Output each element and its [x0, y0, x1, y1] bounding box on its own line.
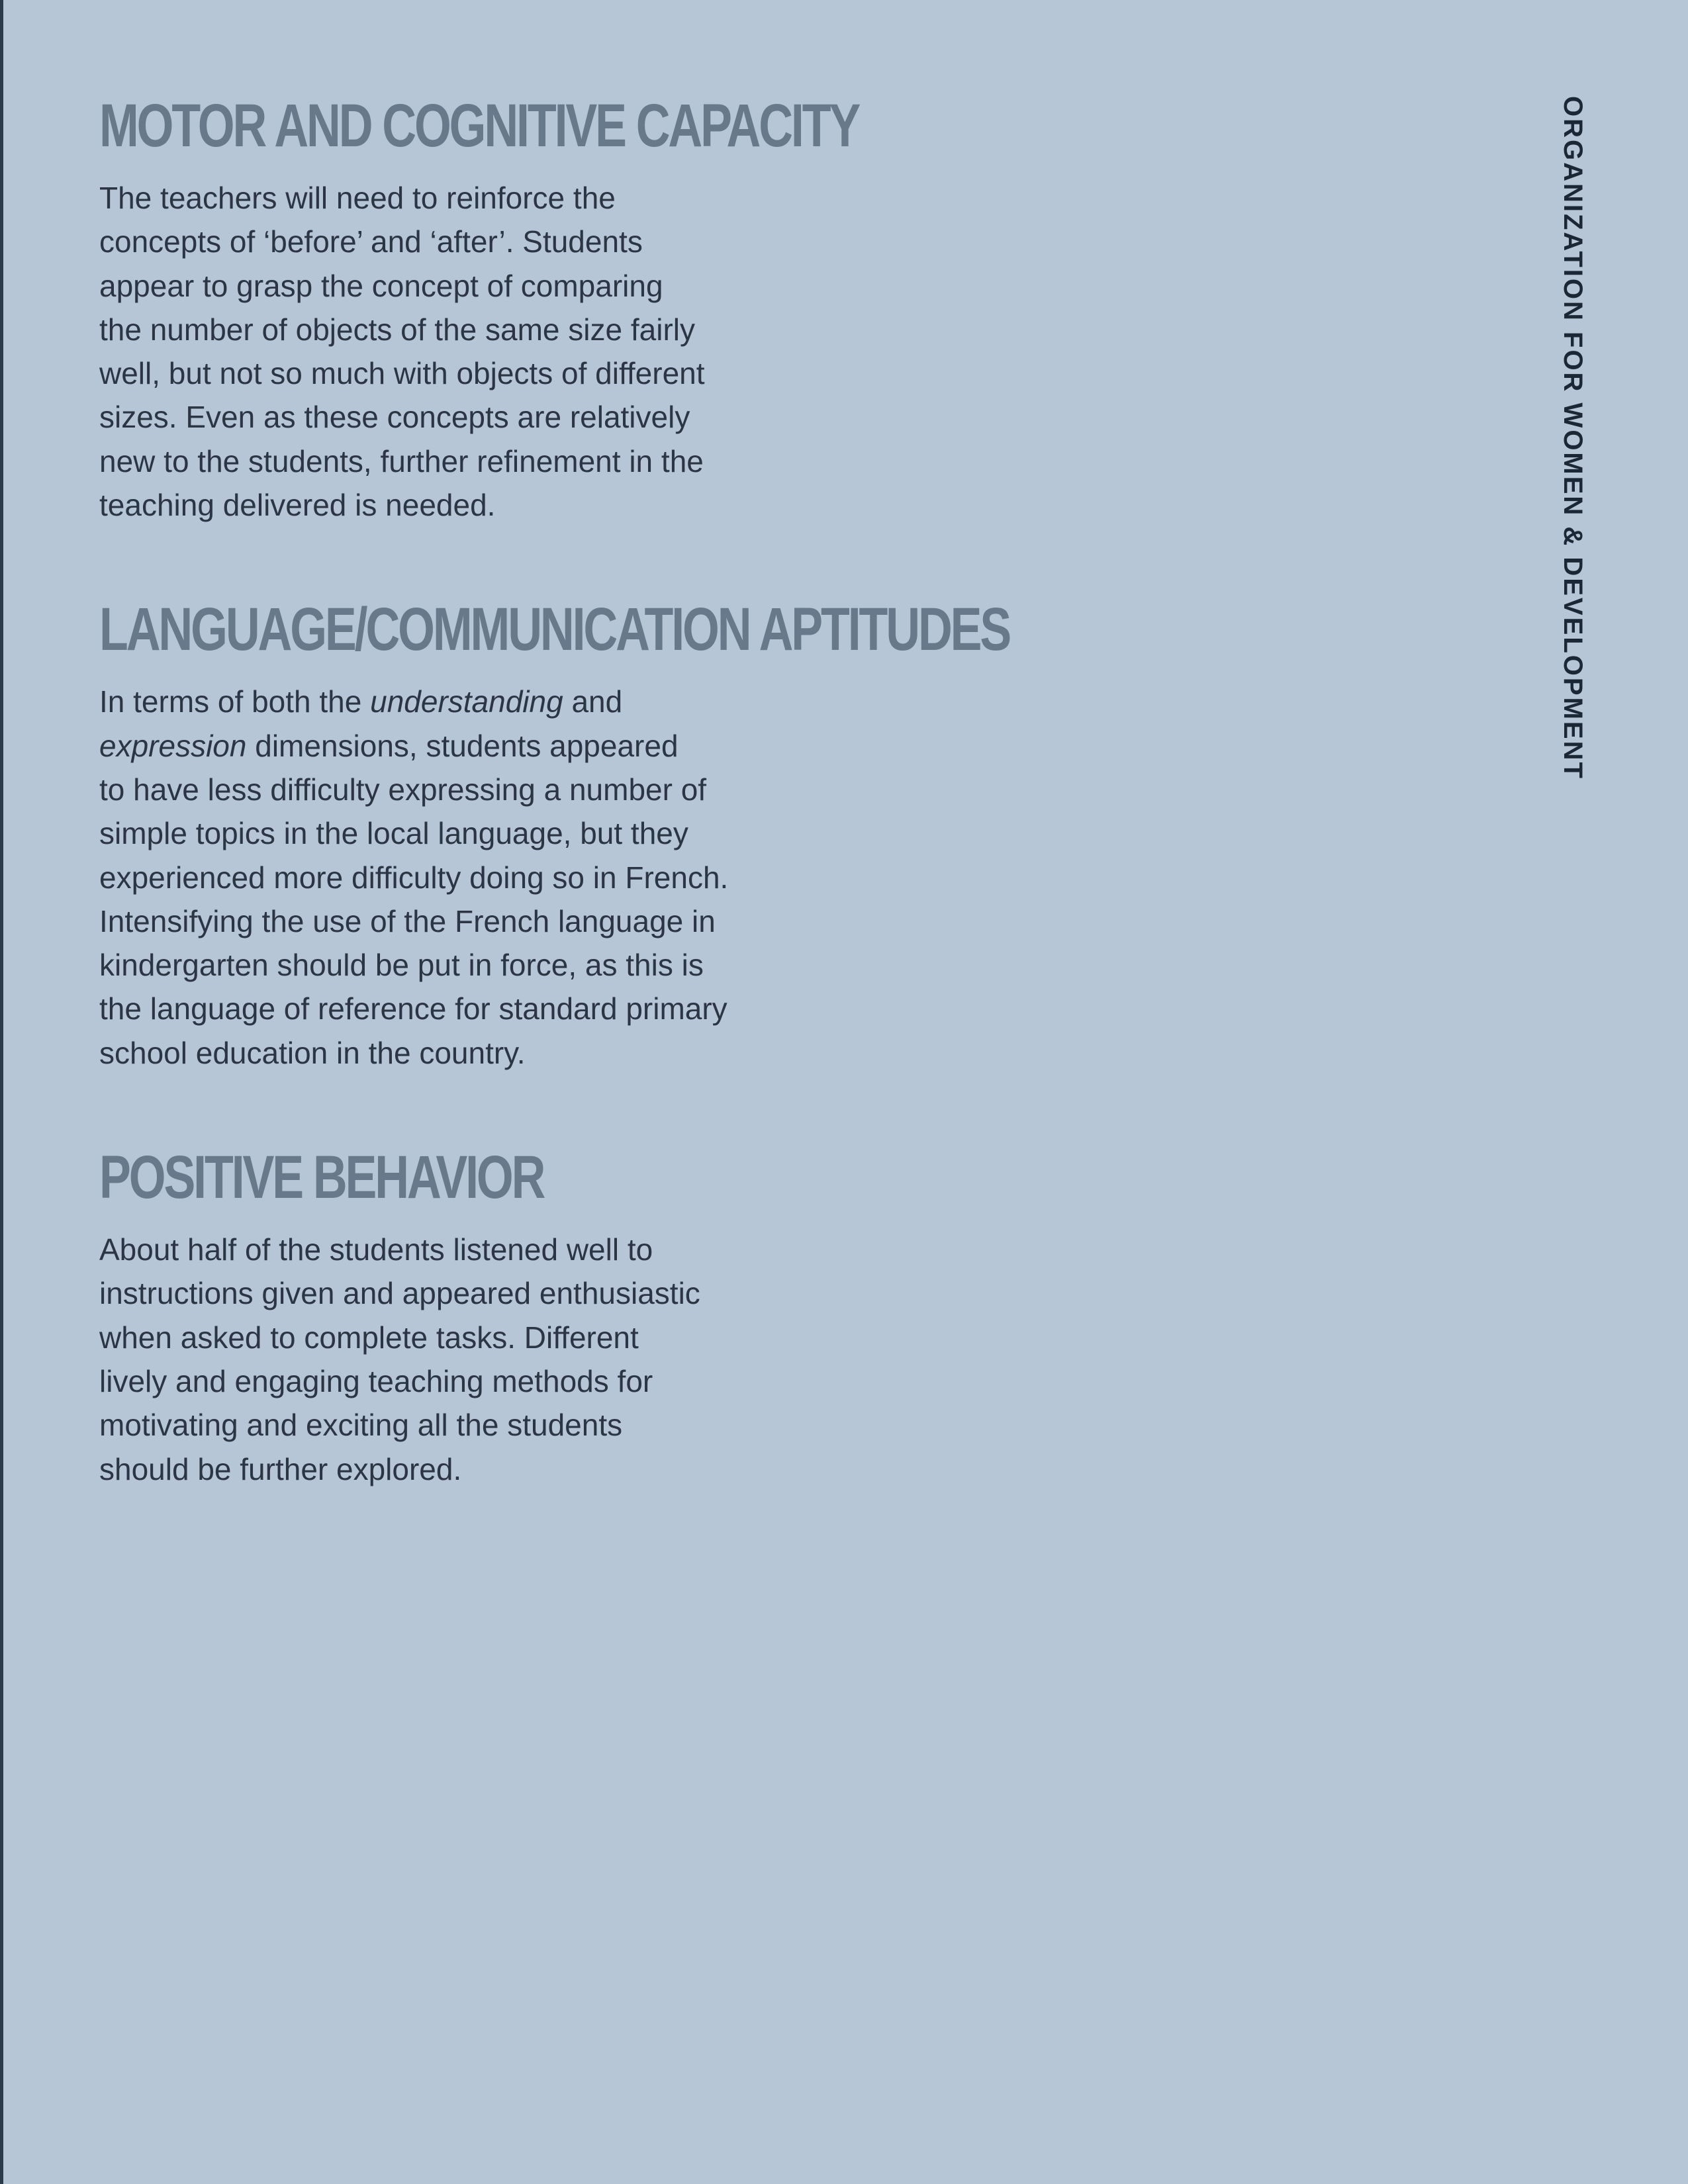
emphasis-expression: expression [99, 728, 247, 763]
body-line: experienced more difficulty doing so in French. [99, 860, 729, 895]
body-line: school education in the country. [99, 1035, 526, 1070]
section-heading: LANGUAGE/COMMUNICATION APTITUDES [99, 596, 1010, 664]
body-line: the language of reference for standard primary [99, 991, 727, 1026]
body-line: should be further explored. [99, 1451, 462, 1486]
body-line: kindergarten should be put in force, as this is [99, 948, 704, 983]
body-line: well, but not so much with objects of different [99, 356, 705, 391]
emphasis-understanding: understanding [370, 684, 563, 719]
body-line: motivating and exciting all the students [99, 1408, 623, 1443]
text-run: In terms of both the [99, 684, 371, 719]
body-line: appear to grasp the concept of comparing [99, 268, 663, 303]
body-line: sizes. Even as these concepts are relatively [99, 400, 690, 435]
section-heading: MOTOR AND COGNITIVE CAPACITY [99, 92, 859, 159]
body-line: lively and engaging teaching methods for [99, 1363, 653, 1398]
section-body [99, 176, 761, 527]
section-heading: POSITIVE BEHAVIOR [99, 1144, 544, 1212]
text-run: dimensions, students appeared [246, 728, 679, 763]
body-line: the number of objects of the same size fairly [99, 312, 695, 347]
section-positive-behavior [99, 1144, 894, 1491]
body-line [99, 680, 761, 723]
body-line: concepts of ‘before’ and ‘after’. Students [99, 224, 643, 259]
section-body [99, 1228, 761, 1491]
section-language-communication [99, 596, 1010, 1075]
section-body [99, 680, 761, 1075]
body-line: simple topics in the local language, but they [99, 816, 688, 851]
body-line: instructions given and appeared enthusiastic [99, 1276, 700, 1311]
body-line: teaching delivered is needed. [99, 488, 496, 523]
section-motor-cognitive [99, 93, 894, 527]
left-edge-bar [0, 0, 3, 2184]
page-content [99, 92, 1010, 1491]
body-line: when asked to complete tasks. Different [99, 1320, 639, 1355]
body-line [99, 724, 761, 768]
body-line: to have less difficulty expressing a number of [99, 772, 707, 807]
body-line: The teachers will need to reinforce the [99, 181, 616, 215]
text-run: and [563, 684, 623, 719]
organization-name-vertical: ORGANIZATION FOR WOMEN & DEVELOPMENT [1558, 96, 1587, 780]
body-line: About half of the students listened well to [99, 1232, 653, 1267]
body-line: Intensifying the use of the French language in [99, 903, 716, 938]
body-line: new to the students, further refinement in the [99, 443, 704, 478]
